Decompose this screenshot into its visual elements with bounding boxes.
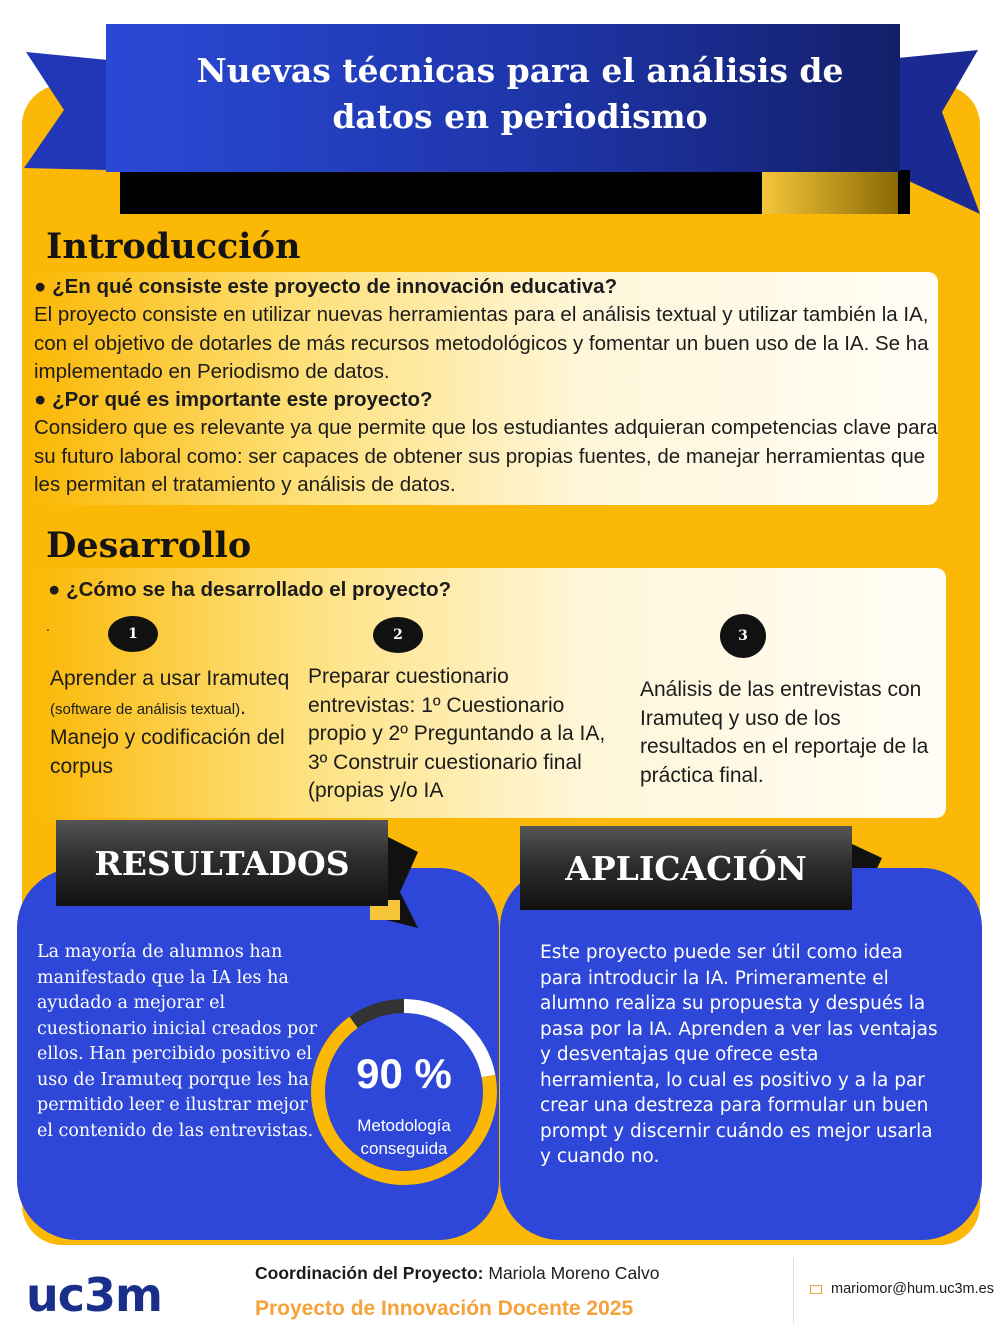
email-link[interactable]: mariomor@hum.uc3m.es (831, 1281, 994, 1297)
step-1-text (50, 665, 290, 781)
intro-text (34, 273, 938, 499)
application-label: APLICACIÓN (520, 826, 852, 910)
intro-question-1: ● ¿En qué consiste este proyecto de innovación educativa? (34, 275, 618, 298)
title-line-2: datos en periodismo (332, 97, 708, 136)
intro-question-2: ● ¿Por qué es importante este proyecto? (34, 388, 433, 412)
development-question: ● ¿Cómo se ha desarrollado el proyecto? (48, 578, 452, 601)
step-3-badge: 3 (720, 614, 766, 658)
development-heading: Desarrollo (46, 525, 252, 566)
coordination-name: Mariola Moreno Calvo (483, 1263, 660, 1283)
footer-divider (793, 1258, 794, 1324)
step-1-text-main: Aprender a usar Iramuteq (50, 667, 290, 690)
step-1-text-end: . Manejo y codificación del corpus (50, 695, 285, 778)
step-1-badge: 1 (108, 616, 158, 652)
ribbon-fold (762, 170, 898, 214)
ribbon-right-tail (898, 50, 980, 214)
coordination-label: Coordinación del Proyecto: (255, 1263, 484, 1283)
intro-answer-2: Considero que es relevante ya que permite que los estudiantes adquieran competencias clave para su futuro laboral como: ser capaces de obtener sus propias fuentes, de manejar herramientas que les permitan el tratamiento y análisis de datos. (34, 416, 938, 497)
uc3m-logo: uc3m (26, 1268, 162, 1322)
title-line-1: Nuevas técnicas para el análisis de (196, 51, 844, 90)
application-text: Este proyecto puede ser útil como idea para introducir la IA. Primeramente el alumno realiza su propuesta y después la pasa por la IA. Aprenden a ver las ventajas y desventajas que ofrece esta herramienta, lo cual es positivo y a la par crear una destreza para formular un buen prompt y discernir cuándo es mejor usarla y cuando no. (540, 942, 938, 1167)
intro-answer-1: El proyecto consiste en utilizar nuevas herramientas para el análisis textual y utilizar también la IA, con el objetivo de dotarles de más recursos metodológicos y fomentar un buen uso de la IA. Se ha implementado en Periodismo de datos. (34, 303, 929, 383)
page-title (170, 48, 870, 140)
stray-dot: . (46, 618, 50, 634)
coordination-line (255, 1263, 660, 1284)
results-text: La mayoría de alumnos han manifestado que la IA les ha ayudado a mejorar el cuestionario inicial creados por ellos. Han percibido positivo el uso de Iramuteq porque les ha permitido leer e ilustrar mejor el contenido de las entrevistas. (37, 942, 318, 1141)
gauge-value: 90 % (356, 1050, 452, 1097)
mail-icon (810, 1285, 822, 1294)
step-1-text-note: (software de análisis textual) (50, 700, 241, 718)
step-2-badge: 2 (373, 617, 423, 653)
results-label: RESULTADOS (56, 820, 388, 906)
project-name: Proyecto de Innovación Docente 2025 (255, 1297, 634, 1320)
ribbon-left-tail (24, 52, 108, 170)
intro-heading: Introducción (46, 226, 301, 267)
gauge-label: Metodología conseguida (357, 1116, 451, 1158)
step-2-text: Preparar cuestionario entrevistas: 1º Cuestionario propio y 2º Preguntando a la IA, 3º Construir cuestionario final (propias y/o IA (308, 665, 606, 802)
step-3-text: Análisis de las entrevistas con Iramuteq y uso de los resultados en el reportaje de la práctica final. (640, 678, 929, 787)
